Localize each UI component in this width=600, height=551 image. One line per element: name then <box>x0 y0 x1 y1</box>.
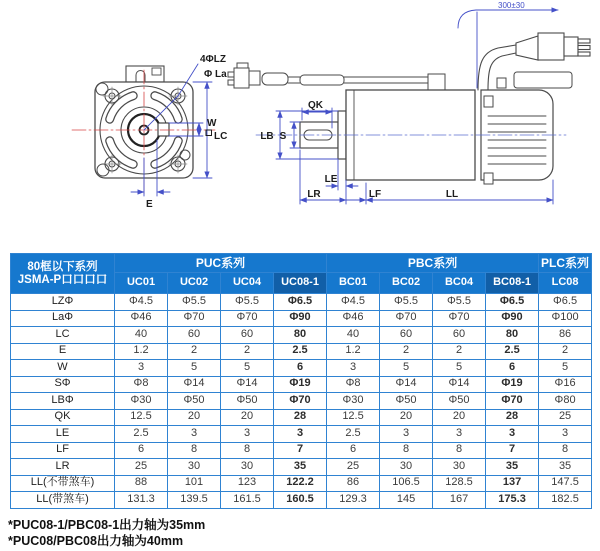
table-cell: 2.5 <box>486 343 539 360</box>
table-cell: 6 <box>115 442 168 459</box>
table-cell: 30 <box>221 459 274 476</box>
table-cell: Φ70 <box>433 310 486 327</box>
table-cell: 30 <box>380 459 433 476</box>
table-row <box>11 294 592 311</box>
encoder-connector <box>228 63 260 88</box>
table-cell: 60 <box>168 327 221 344</box>
table-cell: Φ70 <box>486 393 539 410</box>
table-cell: 147.5 <box>539 475 592 492</box>
table-cell: 5 <box>539 360 592 377</box>
table-cell: 139.5 <box>168 492 221 509</box>
table-cell: 3 <box>327 360 380 377</box>
table-cell: 7 <box>486 442 539 459</box>
table-cell: 3 <box>221 426 274 443</box>
front-view <box>72 54 227 210</box>
row-label: LE <box>11 426 115 443</box>
table-cell: Φ6.5 <box>486 294 539 311</box>
table-cell: 35 <box>486 459 539 476</box>
table-cell: 30 <box>168 459 221 476</box>
table-cell: Φ46 <box>115 310 168 327</box>
row-label: SΦ <box>11 376 115 393</box>
table-cell: Φ16 <box>539 376 592 393</box>
label-pilot-depth: LE <box>324 174 338 185</box>
row-label: LaΦ <box>11 310 115 327</box>
table-cell: Φ4.5 <box>327 294 380 311</box>
table-cell: Φ14 <box>433 376 486 393</box>
power-plug <box>516 33 590 60</box>
table-cell: 6 <box>274 360 327 377</box>
model-column-header: LC08 <box>539 273 592 294</box>
table-cell: 12.5 <box>327 409 380 426</box>
row-label: LBΦ <box>11 393 115 410</box>
table-cell: Φ19 <box>274 376 327 393</box>
table-cell: Φ30 <box>115 393 168 410</box>
table-cell: 6 <box>486 360 539 377</box>
label-shaft-len: LR <box>307 189 321 200</box>
table-cell: 161.5 <box>221 492 274 509</box>
table-cell: Φ30 <box>327 393 380 410</box>
table-row <box>11 376 592 393</box>
table-cell: 1.2 <box>115 343 168 360</box>
table-cell: Φ50 <box>380 393 433 410</box>
table-cell: 40 <box>327 327 380 344</box>
dimension-table <box>10 253 592 509</box>
table-cell: 7 <box>274 442 327 459</box>
table-cell: 8 <box>539 442 592 459</box>
series-group-header: PLC系列 <box>539 254 592 273</box>
table-cell: 8 <box>168 442 221 459</box>
label-body-len: LL <box>445 189 459 200</box>
label-pilot-dia: LB <box>260 131 274 142</box>
table-cell: 175.3 <box>486 492 539 509</box>
table-cell: 131.3 <box>115 492 168 509</box>
table-cell: 6 <box>327 442 380 459</box>
table-cell: Φ6.5 <box>274 294 327 311</box>
table-cell: 3 <box>274 426 327 443</box>
table-cell: Φ14 <box>168 376 221 393</box>
series-group-header: PUC系列 <box>115 254 327 273</box>
table-cell: 122.2 <box>274 475 327 492</box>
model-column-header: BC02 <box>380 273 433 294</box>
row-label: LZΦ <box>11 294 115 311</box>
table-cell: Φ5.5 <box>380 294 433 311</box>
table-cell: Φ70 <box>168 310 221 327</box>
model-column-header: BC04 <box>433 273 486 294</box>
table-cell: Φ14 <box>380 376 433 393</box>
table-cell: Φ46 <box>327 310 380 327</box>
table-cell: 28 <box>486 409 539 426</box>
table-cell: 20 <box>168 409 221 426</box>
table-row <box>11 327 592 344</box>
table-cell: 3 <box>168 426 221 443</box>
table-cell: Φ5.5 <box>433 294 486 311</box>
table-cell: 2 <box>380 343 433 360</box>
model-column-header: BC08-1 <box>486 273 539 294</box>
table-cell: Φ80 <box>539 393 592 410</box>
label-cable-len: 300±30 <box>498 1 525 10</box>
table-row <box>11 393 592 410</box>
table-cell: Φ14 <box>221 376 274 393</box>
table-cell: 129.3 <box>327 492 380 509</box>
table-body <box>11 294 592 509</box>
series-name-header: 80框以下系列 JSMA-P口口口口 <box>11 254 115 294</box>
table-cell: 20 <box>380 409 433 426</box>
label-key-length: QK <box>308 100 323 111</box>
label-flange-thick: LF <box>368 189 382 200</box>
table-cell: 25 <box>327 459 380 476</box>
table-cell: 3 <box>433 426 486 443</box>
table-cell: 80 <box>486 327 539 344</box>
table-row <box>11 426 592 443</box>
label-flange-dia: Φ La <box>204 69 227 80</box>
table-cell: 2.5 <box>327 426 380 443</box>
table-row <box>11 409 592 426</box>
table-cell: 5 <box>168 360 221 377</box>
model-column-header: UC04 <box>221 273 274 294</box>
row-label: LC <box>11 327 115 344</box>
side-view <box>228 1 590 204</box>
label-shaft-dia: S <box>279 131 287 142</box>
table-cell: 182.5 <box>539 492 592 509</box>
table-row <box>11 492 592 509</box>
table-cell: 106.5 <box>380 475 433 492</box>
model-column-header: UC01 <box>115 273 168 294</box>
row-label: LR <box>11 459 115 476</box>
table-cell: 28 <box>274 409 327 426</box>
table-cell: Φ4.5 <box>115 294 168 311</box>
model-column-header: BC01 <box>327 273 380 294</box>
table-cell: Φ50 <box>221 393 274 410</box>
table-row <box>11 442 592 459</box>
row-label: LL(不带煞车) <box>11 475 115 492</box>
table-row <box>11 310 592 327</box>
row-label: W <box>11 360 115 377</box>
table-cell: Φ5.5 <box>221 294 274 311</box>
table-head <box>11 254 592 294</box>
table-cell: 167 <box>433 492 486 509</box>
table-cell: 2 <box>539 343 592 360</box>
table-cell: 12.5 <box>115 409 168 426</box>
footnote-1: *PUC08-1/PBC08-1出力轴为35mm <box>8 518 206 532</box>
table-cell: 40 <box>115 327 168 344</box>
table-cell: 2.5 <box>274 343 327 360</box>
table-row <box>11 360 592 377</box>
table-cell: Φ70 <box>221 310 274 327</box>
table-cell: 101 <box>168 475 221 492</box>
table-cell: 5 <box>433 360 486 377</box>
dimension-table-wrap <box>10 253 592 509</box>
table-cell: 3 <box>486 426 539 443</box>
table-cell: 8 <box>380 442 433 459</box>
table-cell: 8 <box>221 442 274 459</box>
table-cell: 86 <box>327 475 380 492</box>
table-cell: 20 <box>433 409 486 426</box>
table-cell: 86 <box>539 327 592 344</box>
table-cell: 25 <box>115 459 168 476</box>
table-cell: Φ8 <box>327 376 380 393</box>
cable-gland <box>428 74 445 90</box>
table-cell: 3 <box>380 426 433 443</box>
table-cell: 88 <box>115 475 168 492</box>
table-cell: Φ50 <box>433 393 486 410</box>
hanging-lug <box>514 72 572 88</box>
label-bolt-circle: 4ΦLZ <box>200 54 226 65</box>
label-key-width: W <box>207 118 217 129</box>
table-cell: Φ5.5 <box>168 294 221 311</box>
table-cell: Φ6.5 <box>539 294 592 311</box>
key-section <box>158 123 169 136</box>
row-label: LF <box>11 442 115 459</box>
table-cell: 35 <box>539 459 592 476</box>
technical-drawing <box>0 0 600 250</box>
table-cell: 2 <box>433 343 486 360</box>
table-cell: Φ100 <box>539 310 592 327</box>
table-cell: 20 <box>221 409 274 426</box>
table-cell: Φ90 <box>486 310 539 327</box>
table-cell: 30 <box>433 459 486 476</box>
row-label: QK <box>11 409 115 426</box>
table-cell: 2.5 <box>115 426 168 443</box>
table-cell: 5 <box>380 360 433 377</box>
table-cell: 25 <box>539 409 592 426</box>
table-cell: 35 <box>274 459 327 476</box>
table-cell: 128.5 <box>433 475 486 492</box>
table-row <box>11 459 592 476</box>
table-cell: 80 <box>274 327 327 344</box>
table-cell: Φ70 <box>380 310 433 327</box>
table-cell: 3 <box>539 426 592 443</box>
table-cell: Φ50 <box>168 393 221 410</box>
cable-ferrule <box>262 73 288 85</box>
table-cell: 137 <box>486 475 539 492</box>
table-cell: 145 <box>380 492 433 509</box>
table-cell: 3 <box>115 360 168 377</box>
table-cell: 1.2 <box>327 343 380 360</box>
table-row <box>11 475 592 492</box>
table-cell: Φ19 <box>486 376 539 393</box>
table-cell: 2 <box>168 343 221 360</box>
table-cell: 160.5 <box>274 492 327 509</box>
row-label: LL(带煞车) <box>11 492 115 509</box>
table-cell: 8 <box>433 442 486 459</box>
table-cell: 5 <box>221 360 274 377</box>
footnotes <box>8 517 205 549</box>
table-row <box>11 343 592 360</box>
table-cell: 123 <box>221 475 274 492</box>
series-group-header: PBC系列 <box>327 254 539 273</box>
table-cell: Φ8 <box>115 376 168 393</box>
model-column-header: UC08-1 <box>274 273 327 294</box>
table-cell: 2 <box>221 343 274 360</box>
footnote-2: *PUC08/PBC08出力轴为40mm <box>8 534 184 548</box>
row-label: E <box>11 343 115 360</box>
table-cell: 60 <box>221 327 274 344</box>
table-cell: 60 <box>380 327 433 344</box>
model-column-header: UC02 <box>168 273 221 294</box>
table-cell: Φ70 <box>274 393 327 410</box>
label-key-offset: E <box>146 199 153 210</box>
table-cell: 60 <box>433 327 486 344</box>
label-frame: LC <box>214 131 228 142</box>
table-cell: Φ90 <box>274 310 327 327</box>
